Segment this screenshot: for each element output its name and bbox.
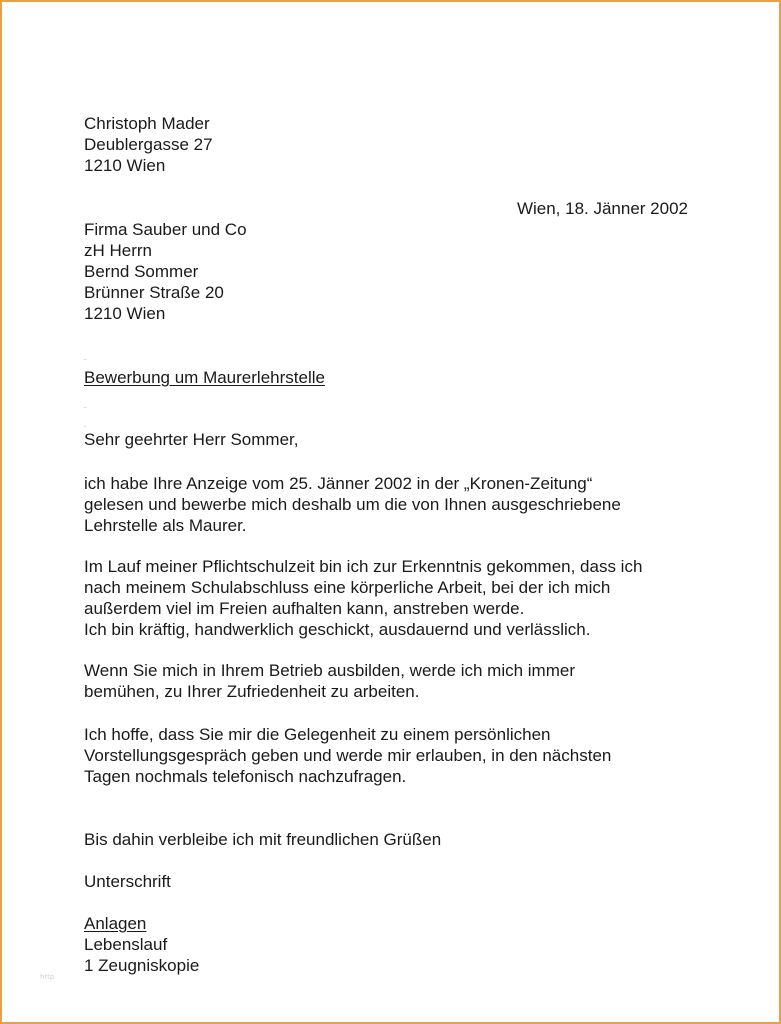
signature: Unterschrift — [84, 872, 171, 891]
paragraph-line: Lehrstelle als Maurer. — [84, 516, 247, 535]
sender-street: Deublergasse 27 — [84, 135, 213, 154]
paragraph — [84, 473, 621, 536]
attachments — [84, 913, 199, 976]
recipient-company: Firma Sauber und Co — [84, 220, 247, 239]
paragraph-line: ich habe Ihre Anzeige vom 25. Jänner 2002 in der „Kronen-Zeitung“ — [84, 474, 593, 493]
stray-dot: . — [84, 353, 87, 362]
paragraph-line: Ich hoffe, dass Sie mir die Gelegenheit zu einem persönlichen — [84, 725, 551, 744]
attachment-item: 1 Zeugniskopie — [84, 956, 200, 975]
paragraph-line: gelesen und bewerbe mich deshalb um die von Ihnen ausgeschriebene — [84, 495, 621, 514]
stray-dot: . — [84, 401, 87, 410]
paragraph-line: nach meinem Schulabschluss eine körperliche Arbeit, bei der ich mich — [84, 578, 611, 597]
sender-address — [84, 113, 213, 176]
salutation: Sehr geehrter Herr Sommer, — [84, 430, 299, 449]
attachment-item: Lebenslauf — [84, 935, 168, 954]
stray-dot: . — [84, 420, 87, 429]
paragraph — [84, 556, 642, 640]
closing: Bis dahin verbleibe ich mit freundlichen Grüßen — [84, 830, 442, 849]
paragraph — [84, 660, 575, 702]
paragraph-line: Wenn Sie mich in Ihrem Betrieb ausbilden, werde ich mich immer — [84, 661, 575, 680]
paragraph-line: Vorstellungsgespräch geben und werde mir erlauben, in den nächsten — [84, 746, 612, 765]
paragraph — [84, 724, 611, 787]
subject-line: Bewerbung um Maurerlehrstelle — [84, 368, 325, 387]
recipient-attention: zH Herrn — [84, 241, 153, 260]
sender-name: Christoph Mader — [84, 114, 210, 133]
recipient-person: Bernd Sommer — [84, 262, 199, 281]
paragraph-line: Im Lauf meiner Pflichtschulzeit bin ich zur Erkenntnis gekommen, dass ich — [84, 557, 643, 576]
paragraph-line: außerdem viel im Freien aufhalten kann, anstreben werde. — [84, 599, 525, 618]
recipient-city: 1210 Wien — [84, 304, 166, 323]
paragraph-line: Tagen nochmals telefonisch nachzufragen. — [84, 767, 407, 786]
letter-date: Wien, 18. Jänner 2002 — [516, 199, 688, 218]
paragraph-line: Ich bin kräftig, handwerklich geschickt, ausdauernd und verlässlich. — [84, 620, 591, 639]
attachments-heading: Anlagen — [84, 914, 147, 933]
watermark: http — [40, 973, 55, 981]
recipient-address — [84, 219, 247, 324]
sender-city: 1210 Wien — [84, 156, 166, 175]
recipient-street: Brünner Straße 20 — [84, 283, 224, 302]
paragraph-line: bemühen, zu Ihrer Zufriedenheit zu arbeiten. — [84, 682, 420, 701]
